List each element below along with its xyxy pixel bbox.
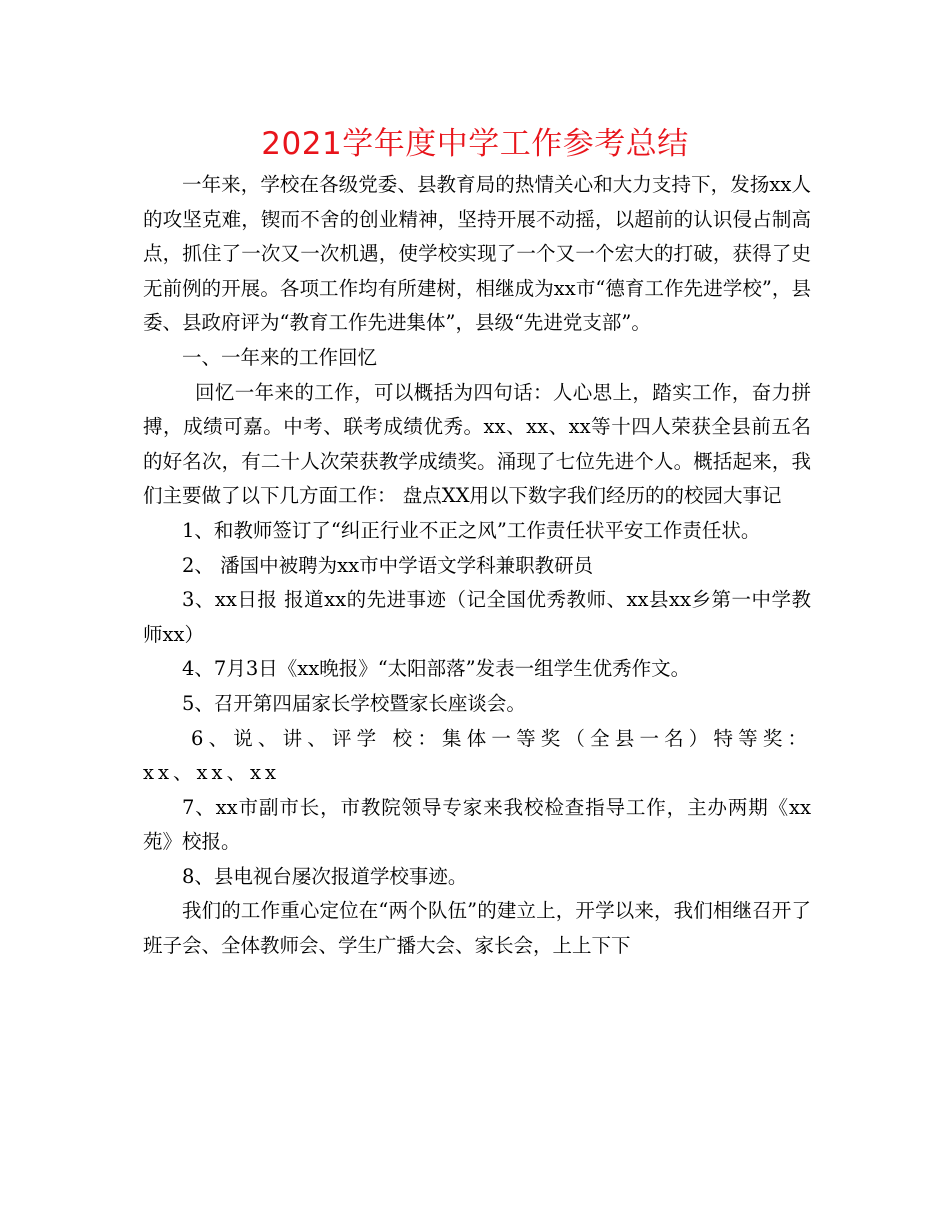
intro-paragraph: 一年来，学校在各级党委、县教育局的热情关心和大力支持下，发扬xx人的攻坚克难，锲而不舍的创业精神，坚持开展不动摇，以超前的认识侵占制高点，抓住了一次又一次机遇，使学校实现了一个又一个宏大的打破，获得了史无前例的开展。各项工作均有所建树，相继成为xx市“德育工作先进学校”，县委、县政府评为“教育工作先进集体”，县级“先进党支部”。	[143, 173, 811, 335]
document-body	[143, 168, 811, 964]
list-item-7: 7、xx市副市长，市教院领导专家来我校检查指导工作，主办两期《xx苑》校报。	[143, 795, 811, 854]
document-title: 2021学年度中学工作参考总结	[261, 126, 689, 162]
list-item-3: 3、xx日报 报道xx的先进事迹（记全国优秀教师、xx县xx乡第一中学教师xx）	[143, 588, 811, 646]
section-heading-1: 一、一年来的工作回忆	[182, 345, 378, 369]
list-item-6: 6、说、讲、评学 校：集体一等奖（全县一名）特等奖：xx、xx、xx	[143, 726, 811, 785]
focus-paragraph: 我们的工作重心定位在“两个队伍”的建立上，开学以来，我们相继召开了班子会、全体教师会、学生广播大会、家长会，上上下下	[143, 899, 811, 958]
list-item-5: 5、召开第四届家长学校暨家长座谈会。	[182, 691, 526, 715]
review-paragraph: 回忆一年来的工作，可以概括为四句话：人心思上，踏实工作，奋力拼搏，成绩可嘉。中考、联考成绩优秀。xx、xx、xx等十四人荣获全县前五名的好名次，有二十人次荣获教学成绩奖。涌现了七位先进个人。概括起来，我们主要做了以下几方面工作： 盘点XX用以下数字我们经历的的校园大事记	[143, 380, 811, 508]
list-item-8: 8、县电视台屡次报道学校事迹。	[182, 864, 468, 888]
list-item-1: 1、和教师签订了“纠正行业不正之风”工作责任状平安工作责任状。	[182, 518, 761, 542]
list-item-2: 2、 潘国中被聘为xx市中学语文学科兼职教研员	[182, 553, 594, 577]
list-item-4: 4、7月3日《xx晚报》“太阳部落”发表一组学生优秀作文。	[182, 657, 691, 681]
